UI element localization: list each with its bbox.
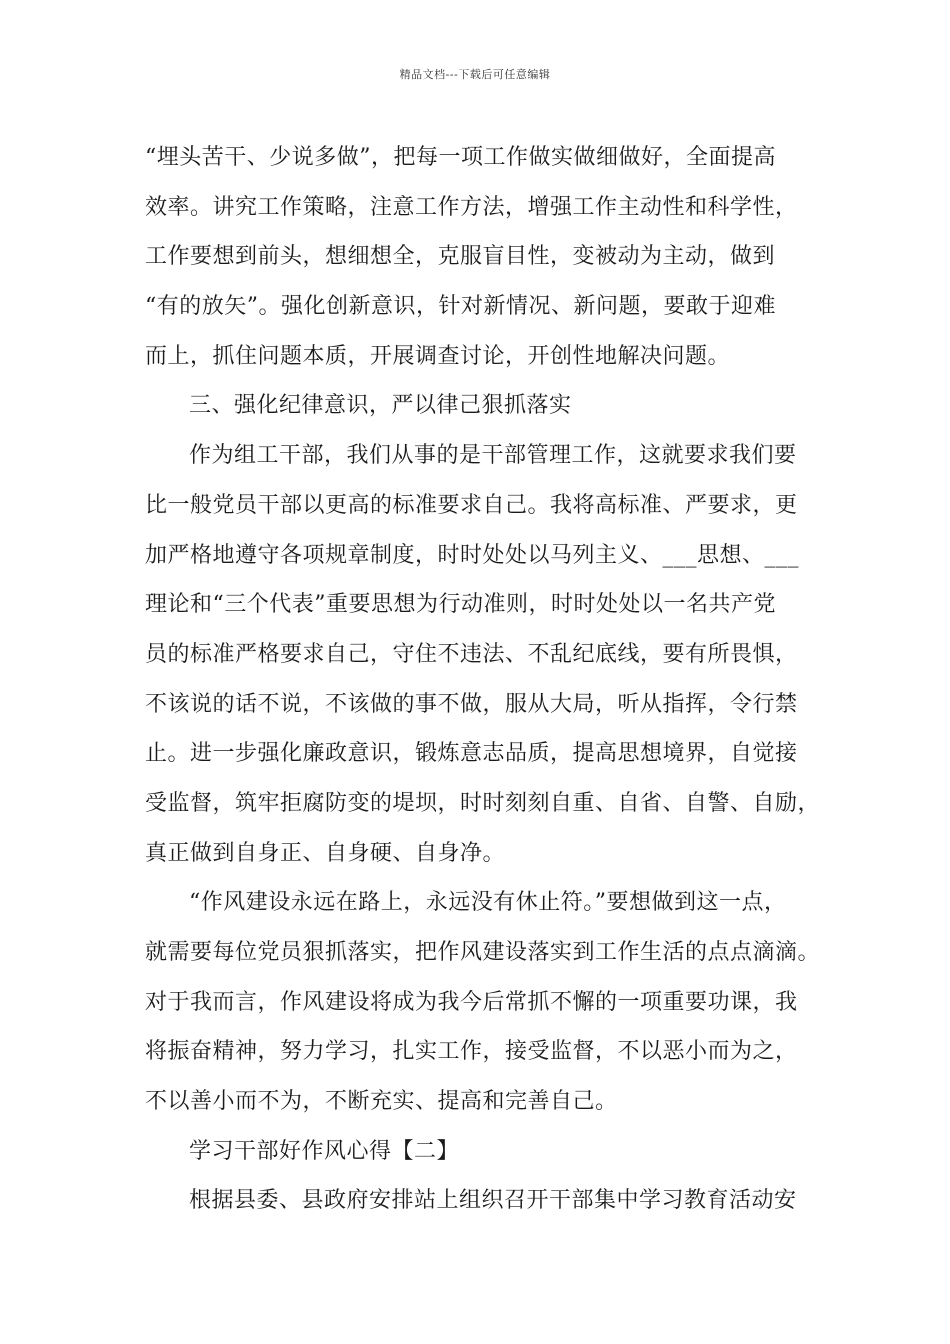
text-line: 效率。讲究工作策略，注意工作方法，增强工作主动性和科学性， [145,194,798,220]
text-line: 理论和“三个代表”重要思想为行动准则，时时处处以一名共产党 [145,592,776,618]
text-line: 不该说的话不说，不该做的事不做，服从大局，听从指挥，令行禁 [145,691,798,717]
text-line: 就需要每位党员狠抓落实，把作风建设落实到工作生活的点点滴滴。 [145,940,821,965]
text-line: 工作要想到前头，想细想全，克服盲目性，变被动为主动，做到 [145,244,776,270]
page-header: 精品文档---下载后可任意编辑 [399,68,551,81]
text-line: “埋头苦干、少说多做”，把每一项工作做实做细做好，全面提高 [145,145,776,170]
text-line: 将振奋精神，努力学习，扎实工作，接受监督，不以恶小而为之， [145,1039,798,1065]
text-line: 止。进一步强化廉政意识，锻炼意志品质，提高思想境界，自觉接 [145,741,798,767]
text-line: 员的标准严格要求自己，守住不违法、不乱纪底线，要有所畏惧， [145,641,798,667]
text-line: 对于我而言，作风建设将成为我今后常抓不懈的一项重要功课，我 [145,989,798,1015]
text-line: 不以善小而不为，不断充实、提高和完善自己。 [145,1089,618,1115]
text-line: “有的放矢”。强化创新意识，针对新情况、新问题，要敢于迎难 [145,294,776,320]
text-line: 加严格地遵守各项规章制度，时时处处以马列主义、___思想、___ [145,542,800,568]
text-line: 根据县委、县政府安排站上组织召开干部集中学习教育活动安 [189,1188,797,1214]
text-line: “作风建设永远在路上，永远没有休止符。”要想做到这一点， [189,890,787,916]
text-line: 真正做到自身正、自身硬、自身净。 [145,840,506,866]
text-line: 比一般党员干部以更高的标准要求自己。我将高标准、严要求，更 [145,492,798,518]
text-line: 受监督，筑牢拒腐防变的堤坝，时时刻刻自重、自省、自警、自励， [145,790,821,816]
text-line: 而上，抓住问题本质，开展调查讨论，开创性地解决问题。 [145,343,731,369]
text-line: 三、强化纪律意识，严以律己狠抓落实 [189,393,572,419]
document-body [145,133,825,1226]
text-line: 作为组工干部，我们从事的是干部管理工作，这就要求我们要 [189,443,797,469]
text-line: 学习干部好作风心得【二】 [189,1138,460,1164]
